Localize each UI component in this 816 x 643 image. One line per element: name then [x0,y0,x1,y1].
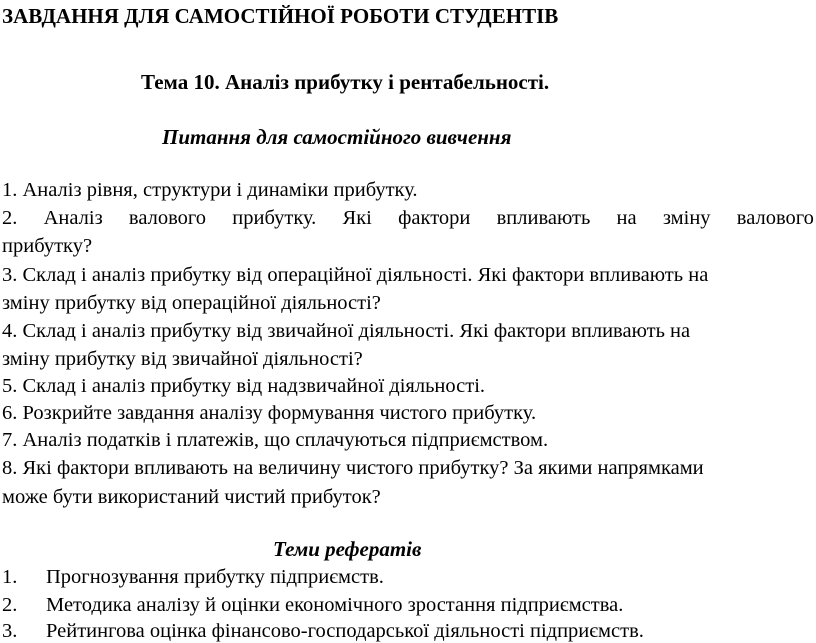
essay-number: 2. [2,594,18,616]
question-2-word: впливають [496,207,591,229]
question-3-line-1: 3. Склад і аналіз прибутку від операційної діяльності. Які фактори впливають на [2,264,709,286]
question-4-line-1: 4. Склад і аналіз прибутку від звичайної діяльності. Які фактори впливають на [2,320,691,342]
question-2-line-2: прибутку? [2,235,93,257]
question-3-line-2: зміну прибутку від операційної діяльності? [2,292,381,314]
essay-text: Прогнозування прибутку підприємств. [46,566,384,588]
essay-number: 1. [2,566,18,588]
question-8-line-2: може бути використаний чистий прибуток? [2,486,381,508]
essay-item [2,593,623,617]
essay-item [2,565,384,589]
question-2-word: фактори [398,207,471,229]
question-2-word: зміну [662,207,711,229]
question-5: 5. Склад і аналіз прибутку від надзвичайної діяльності. [2,375,486,397]
question-2-word: 2. [2,207,18,229]
essay-item [2,619,644,643]
question-6: 6. Розкрийте завдання аналізу формування чистого прибутку. [2,402,537,424]
essay-number: 3. [2,620,18,642]
question-2-line-1 [2,206,814,230]
topic-title: Тема 10. Аналіз прибутку і рентабельності. [141,70,550,94]
question-2-word: валового [128,207,207,229]
question-1: 1. Аналіз рівня, структури і динаміки прибутку. [2,179,418,201]
question-8-line-1: 8. Які фактори впливають на величину чистого прибутку? За якими напрямками [2,457,704,479]
question-2-word: прибутку. [232,207,317,229]
question-2-word: на [616,207,637,229]
document-title: ЗАВДАННЯ ДЛЯ САМОСТІЙНОЇ РОБОТИ СТУДЕНТІВ [2,4,559,28]
question-4-line-2: зміну прибутку від звичайної діяльності? [2,348,363,370]
essays-heading: Теми рефератів [273,537,422,561]
question-2-word: валового [736,207,814,229]
essay-text: Рейтингова оцінка фінансово-господарської діяльності підприємств. [46,620,644,642]
question-7: 7. Аналіз податків і платежів, що сплачуються підприємством. [2,429,549,451]
question-2-word: Аналіз [43,207,103,229]
questions-heading: Питання для самостійного вивчення [162,125,512,149]
question-2-word: Які [342,207,372,229]
essay-text: Методика аналізу й оцінки економічного зростання підприємства. [46,594,624,616]
